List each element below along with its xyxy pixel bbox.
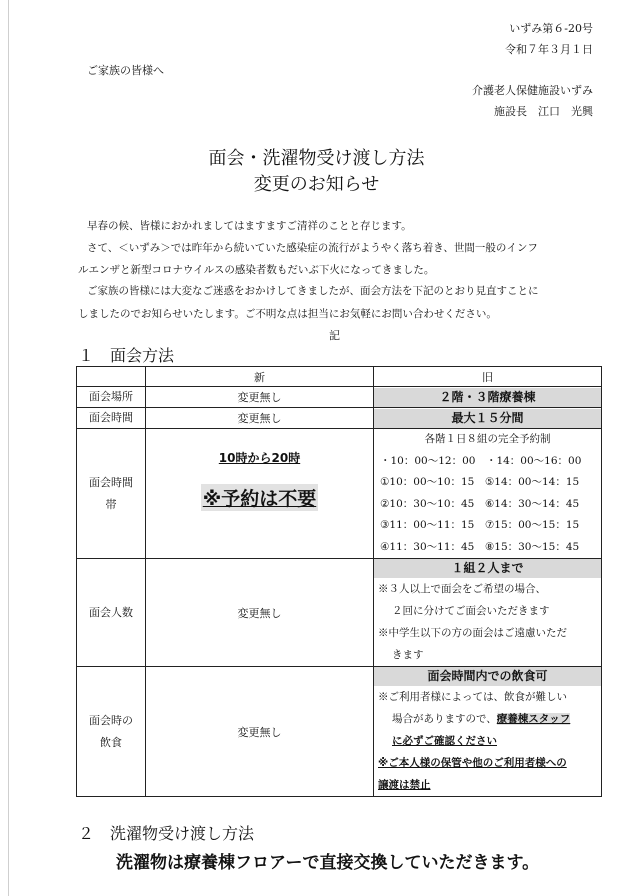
food-old-title: 面会時間内での飲食可: [374, 667, 601, 686]
slot-old-title: 各階１日８組の完全予約制: [424, 433, 551, 445]
paragraph-2: さて、＜いずみ＞では昨年から続いていた感染症の流行がようやく落ち着き、世間一般のインフ: [87, 242, 538, 254]
slot-old-row: ①10：00～10：15 ⑤14：00～14：15: [380, 476, 580, 488]
table-row-slots: [77, 429, 602, 559]
people-new: 変更無し: [146, 559, 374, 667]
paragraph-4: ご家族の皆様には大変なご迷惑をおかけしてきましたが、面会方法を下記のとおり見直すことに: [87, 285, 539, 297]
people-note-2a: ※中学生以下の方の面会はご遠慮いただ: [378, 627, 567, 639]
food-note-1b-pre: 場合がありますので、: [392, 713, 497, 725]
slot-old-row: ④11：30～11：45 ⑧15：30～15：45: [380, 540, 580, 553]
people-label: 面会人数: [77, 559, 146, 667]
food-old-note: [374, 686, 601, 796]
document-date: 令和７年３月１日: [505, 43, 593, 56]
slot-new-time: 10時から20時: [218, 451, 301, 465]
people-note-1b: ２回に分けてご面会いただきます: [392, 605, 550, 617]
place-new: 変更無し: [146, 387, 374, 408]
slot-old-row: ②10：30～10：45 ⑥14：30～14：45: [380, 497, 580, 510]
addressee: ご家族の皆様へ: [87, 64, 164, 77]
food-note-1b: [378, 708, 601, 730]
time-new: 変更無し: [146, 408, 374, 429]
time-old-cell: [374, 408, 602, 429]
food-note-1c: に必ずご確認ください: [392, 735, 497, 747]
people-old-title: １組２人まで: [374, 559, 601, 578]
food-note-1b-staff: 療養棟スタッフ: [496, 713, 571, 725]
page-edge: [8, 0, 9, 896]
table-row-place: [77, 387, 602, 408]
time-label: 面会時間: [77, 408, 146, 429]
people-note-2b: きます: [392, 649, 424, 661]
header-old: 旧: [374, 367, 602, 387]
food-note-2b-wrap: [378, 774, 601, 796]
people-note-1a: ※３人以上で面会をご希望の場合、: [378, 583, 546, 595]
slot-new-note: ※予約は不要: [201, 484, 318, 511]
food-note-2a: ※ご本人様の保管や他のご利用者様への: [378, 757, 567, 769]
document-number: いずみ第６-20号: [509, 22, 593, 35]
slot-old-row: ③11：00～11：15 ⑦15：00～15：15: [380, 519, 580, 531]
slot-old-cell: [374, 429, 602, 559]
section-2-heading: ２ 洗濯物受け渡し方法: [78, 824, 255, 843]
food-label-2: 飲食: [100, 735, 122, 749]
paragraph-5: しましたのでお知らせいたします。ご不明な点は担当にお気軽にお問い合わせください。: [78, 308, 497, 320]
food-note-1a: ※ご利用者様によっては、飲食が難しい: [378, 691, 567, 703]
place-old: ２階・３階療養棟: [374, 388, 601, 407]
time-old: 最大１５分間: [374, 409, 601, 428]
place-label: 面会場所: [77, 387, 146, 408]
slot-old-row: ・10：00～12：00 ・14：00～16：00: [380, 454, 582, 467]
food-note-2b: 譲渡は禁止: [378, 779, 431, 791]
food-new: 変更無し: [146, 667, 374, 797]
header-new: 新: [146, 367, 374, 387]
people-old-cell: [374, 559, 602, 667]
slot-new-cell: [146, 429, 374, 559]
food-note-2a-wrap: [378, 752, 601, 774]
title-line-2: 変更のお知らせ: [253, 174, 380, 195]
slot-label-2: 帯: [105, 497, 117, 511]
header-blank: [77, 367, 146, 387]
food-note-1c-wrap: [378, 730, 601, 752]
title-line-1: 面会・洗濯物受け渡し方法: [208, 148, 425, 169]
paragraph-3: ルエンザと新型コロナウイルスの感染者数もだいぶ下火になってきました。: [78, 264, 435, 276]
table-row-food: [77, 667, 602, 797]
director-name: 施設長 江口 光興: [494, 105, 593, 118]
slot-label-cell: [77, 429, 146, 559]
organization-name: 介護老人保健施設いずみ: [472, 84, 593, 97]
food-label-1: 面会時の: [89, 713, 133, 727]
section-1-heading: １ 面会方法: [78, 346, 175, 365]
visit-method-table: [76, 366, 602, 797]
food-label-cell: [77, 667, 146, 797]
paragraph-1: 早春の候、皆様におかれましてはますますご清祥のことと存じます。: [87, 220, 412, 232]
food-old-cell: [374, 667, 602, 797]
place-old-cell: [374, 387, 602, 408]
table-row-people: [77, 559, 602, 667]
table-row-time: [77, 408, 602, 429]
laundry-text: 洗濯物は療養棟フロアーで直接交換していただきます。: [116, 853, 540, 873]
people-old-note: [374, 578, 601, 666]
ki-mark: 記: [329, 329, 340, 342]
table-header-row: [77, 367, 602, 387]
slot-label-1: 面会時間: [89, 475, 133, 489]
